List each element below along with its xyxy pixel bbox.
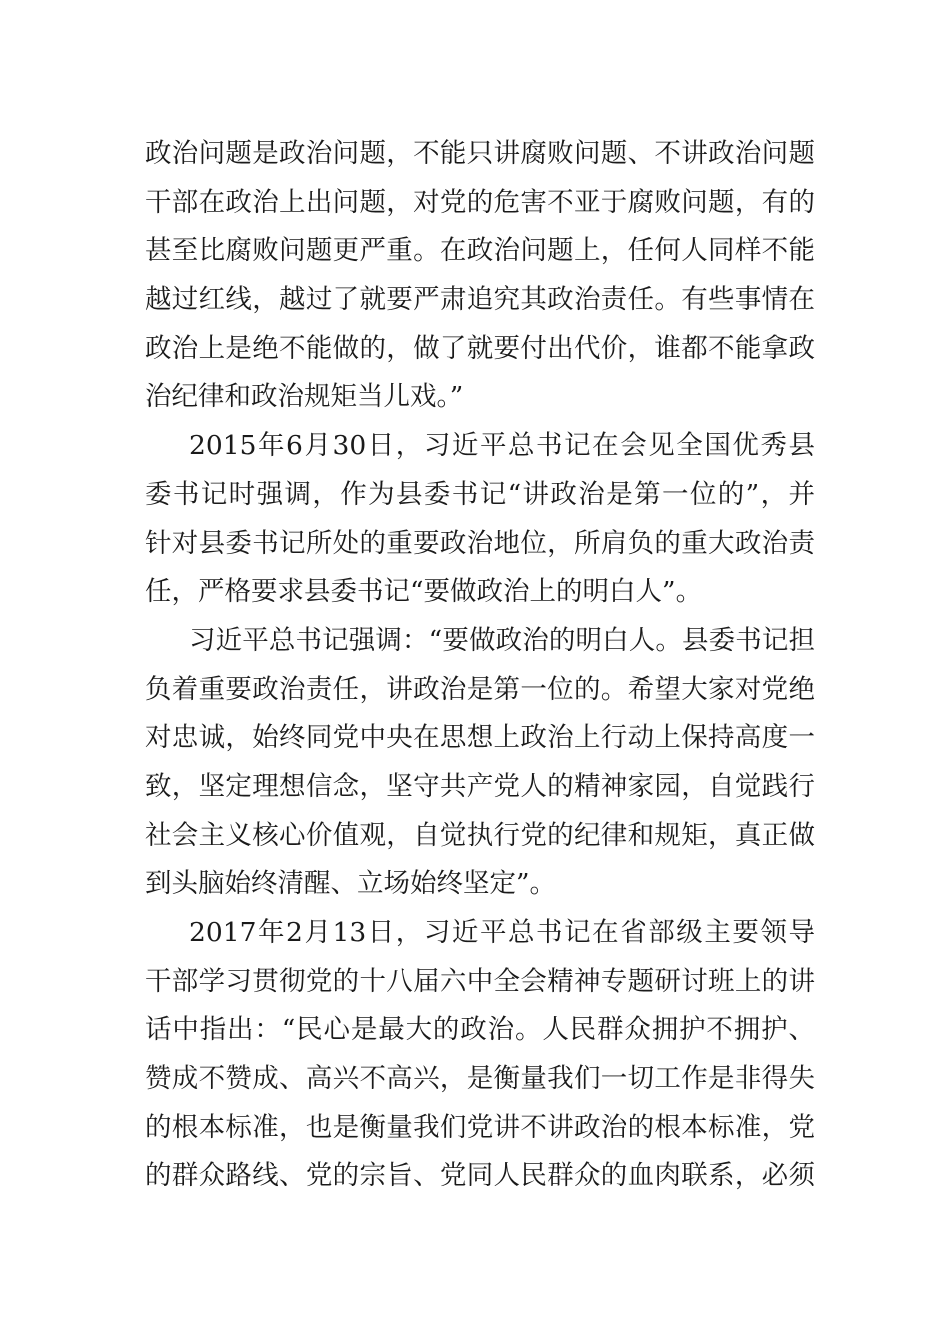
text-line: 政治上是绝不能做的，做了就要付出代价，谁都不能拿政: [145, 332, 815, 364]
paragraph: [145, 130, 815, 422]
text-line: 针对县委书记所处的重要政治地位，所肩负的重大政治责: [145, 527, 815, 559]
text-line: 到头脑始终清醒、立场始终坚定”。: [145, 868, 557, 900]
text-line: 政治问题是政治问题，不能只讲腐败问题、不讲政治问题: [145, 138, 815, 169]
text-line: 的根本标准，也是衡量我们党讲不讲政治的根本标准，党: [145, 1111, 815, 1143]
paragraph: [145, 909, 815, 1201]
paragraph: [145, 422, 815, 617]
text-line: 委书记时强调，作为县委书记“讲政治是第一位的”，并: [145, 478, 815, 510]
text-line: 赞成不赞成、高兴不高兴，是衡量我们一切工作是非得失: [145, 1063, 815, 1095]
text-line: 负着重要政治责任，讲政治是第一位的。希望大家对党绝: [145, 673, 815, 705]
text-line: 越过红线，越过了就要严肃追究其政治责任。有些事情在: [145, 284, 815, 316]
paragraph: [145, 617, 815, 909]
text-line: 的群众路线、党的宗旨、党同人民群众的血肉联系，必须: [145, 1160, 815, 1192]
text-line: 2017年2月13日，习近平总书记在省部级主要领导: [189, 917, 815, 948]
text-line: 社会主义核心价值观，自觉执行党的纪律和规矩，真正做: [145, 819, 815, 851]
text-line: 话中指出：“民心是最大的政治。人民群众拥护不拥护、: [145, 1014, 815, 1046]
text-line: 甚至比腐败问题更严重。在政治问题上，任何人同样不能: [145, 235, 815, 267]
text-line: 对忠诚，始终同党中央在思想上政治上行动上保持高度一: [145, 722, 815, 754]
document-body: [145, 130, 815, 1201]
text-line: 干部在政治上出问题，对党的危害不亚于腐败问题，有的: [145, 186, 815, 218]
text-line: 2015年6月30日，习近平总书记在会见全国优秀县: [189, 430, 815, 462]
text-line: 任，严格要求县委书记“要做政治上的明白人”。: [145, 576, 703, 608]
text-line: 干部学习贯彻党的十八届六中全会精神专题研讨班上的讲: [145, 965, 815, 997]
text-line: 致，坚定理想信念，坚守共产党人的精神家园，自觉践行: [145, 770, 815, 802]
text-line: 习近平总书记强调：“要做政治的明白人。县委书记担: [189, 624, 815, 656]
text-line: 治纪律和政治规矩当儿戏。”: [145, 381, 464, 413]
